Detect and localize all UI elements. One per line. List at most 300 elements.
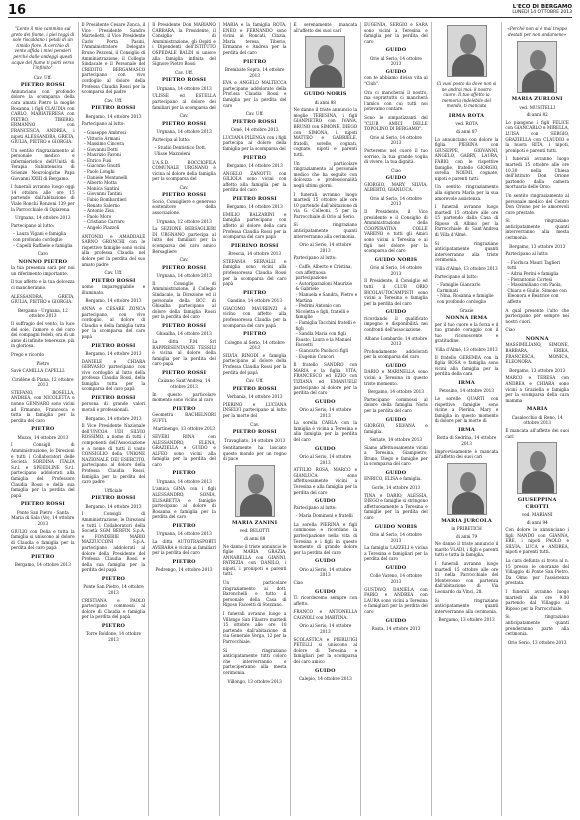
notice-line: Villongo, 13 ottobre 2013: [227, 678, 282, 684]
notice-line: Bergamo, 13 ottobre 2013: [509, 243, 566, 249]
notice-line: Urgnana, 14 ottobre 2013: [156, 85, 212, 91]
condolence-list: [296, 264, 358, 359]
notice-text: DANIELE e CHIARA GERVASIO partecipano con vivo cordoglio al lutto della professa Claudia Rossi, della famiglia tutta per la scomparsa del caro papà: [81, 358, 146, 392]
column-1: [8, 22, 78, 816]
notice-text: Ora ci mancherai il nostro, ma soprattutto ci mancherà l'amico con cui tutti noi potevamo contare.: [364, 89, 428, 112]
notice-text: ENRICO, ELISA e famiglia.: [364, 476, 422, 482]
notice-line: Orio al Serio, 14 ottobre 2013: [369, 55, 422, 67]
notice-text: Annunciano con profondo dolore la scomparsa della cara amata Pietro la moglie Rosanna, i figli CLAUDIA con CARLO, MARIATERESA con PIETRO, TIBERIO, ERMANNO con FRANCESCA, ANDREA, i nipoti ALESSANDRA, GRETA, GIULIA, PIETRO e GIORGIA.: [11, 88, 75, 145]
deceased-name: NONNA IRMA: [445, 315, 488, 322]
notice-text: ALESSANDRA, GRETA, GIULIA, PIETRO e GIORGIA.: [11, 293, 75, 305]
notice-line: Brembate Sopra, 14 ottobre 2013: [224, 66, 285, 78]
notice-text: CRISTIANA e PAOLO partecipano commossi al dolore di Claudia e famiglia per la perdita del papà: [81, 597, 146, 620]
notice-text: LUCIANA PILENGA con i figli partecipa al dolore della famiglia per la scomparsa del: [222, 134, 287, 151]
notice-line: Orio al Serio, 14 ottobre 2013: [369, 195, 422, 207]
list-item: – Caffè, Alberto e Cristina, con affettuosa partecipazione: [295, 264, 352, 281]
list-item: – Maurizio Faroni: [83, 152, 121, 158]
list-item: – Eugenio Concori: [295, 353, 335, 359]
notice-text: FRANCO e ANTONELLA CAGNOLI con MARTINA.: [293, 609, 358, 620]
notice-text: Improvvisamente è mancata all'affetto dei suoi cari: [434, 448, 499, 460]
notice-line: Orio Serio, 13 ottobre 2013: [507, 639, 567, 645]
notice-text: ricordando il qualificato impegno e disponibilità nei confronti dell'associazione.: [364, 315, 428, 332]
newspaper-name: L'ECO DI BERGAMO: [512, 4, 572, 10]
notice-text: Il fratello SANDRO con MARIA e la figlia VITA, FRANCESCO ed EZIO con TIZIANA ed EMANUELE partecipano al dolore per la perdita del caro: [293, 362, 358, 396]
deceased-name: PIETRO: [243, 58, 267, 65]
list-item: – Famiglia Tacchini fratelli e figli: [295, 319, 356, 331]
notice-text: STEFANIA SERVALLI e famiglia sono vicini alla professoressa Claudia Rossi per la scomparsa del caro papà: [222, 258, 287, 287]
notice-line: Verbania, 14 ottobre 2013: [226, 394, 283, 400]
notice-line: Bergamo, 14 ottobre 2013: [85, 503, 142, 509]
notice-text: MARIA e la famiglia ROTA, ENEO e FERNANDO sono vicini ai Roncati, Cinzia, Maria teresa, Tiberio, Ermanno e Andrea per la perdita del caro: [222, 22, 287, 55]
notice-line: Urgnana, 14 ottobre 2013: [156, 273, 212, 279]
list-item: – Enrico Fusi: [83, 157, 112, 163]
notice-text: persona di grande valori morali e professionali.: [81, 401, 146, 413]
list-item: – Capelli Raffaele e famiglia: [13, 242, 73, 248]
notice-text: Partecipano al lutto:: [11, 222, 55, 228]
notice-text: Il Consiglio di Amministrazione, il Collegio Sindacale, la Direzione ed il personale della BCC di Ghisalba partecipano al dolore della famiglia Rossi per la perdita del caro: [152, 280, 216, 320]
notice-text: Il tuo affetto e la tua dolcezza ci mancheranno.: [11, 279, 75, 290]
deceased-name: MARIA: [526, 406, 548, 413]
notice-text: Un sentito ringraziamento al personale medico e infermieristico dell'Unità di Terapia Subintensiva di Scienze Neurologiche Papa Giovanni XXIII di Bergamo.: [11, 147, 75, 181]
notice-text: GIULIO con Delia e tutta la famiglia si uniscono al dolore di Claudia e famiglia per la perdita del caro papà: [11, 528, 75, 551]
deceased-name: PIETRO ROSSI: [232, 429, 277, 436]
deceased-name: PIETRO ROSSI: [91, 495, 136, 502]
deceased-name: PIETRO ROSSI: [20, 501, 65, 508]
column-6: [360, 22, 431, 816]
column-5: [290, 22, 361, 816]
deceased-name: IRMA: [458, 379, 475, 386]
notice-line: di anni 88: [314, 99, 336, 105]
notice-text: Lo annunciano con dolore la figlia PIERINA con GIUSEPPE, GIOVANNI, ANGELO, GABRY, LAURA, FABIO, con le rispettive famiglie, fratello GIORGIO, sorella NOEMI, cognate, nipoti e parenti tutti.: [434, 136, 499, 181]
notice-text: ANTONIO e AMADDALE SARNO GRONCHI con le rispettive famiglie sono vicini alla professa Claudia nel dolore per la perdita del suo amato padre: [81, 233, 146, 267]
notice-text: GIORGIO, MARY, SILVIA, ALBERTO, GIANLUCA.: [364, 181, 428, 193]
notice-text: ULISSE ed ESTELLA partecipano al dolore dei familiari per la scomparsa del: [152, 93, 216, 110]
notice-text: L'amica GINA con i figli ALESSANDRO, SONIA, ELISABETTA e famiglie partecipano al dolore di Rosanna e famiglia per la perdita del caro: [152, 486, 216, 520]
list-item: – Monica Santini: [83, 185, 120, 191]
notice-line: Bergamo, 14 ottobre 2013: [226, 204, 283, 210]
notice-text: Partecipano commossi al dolore della famiglia Noris per la perdita del caro: [364, 396, 428, 413]
notice-line: Travagliato, 14 ottobre 2013: [224, 437, 286, 443]
notice-text: È serenamente mancata all'affetto dei suoi cari: [293, 22, 358, 33]
notice-line: Villa d'Almè, 13 ottobre 2013: [435, 346, 498, 352]
notice-line: in PRIBETICH: [451, 526, 482, 532]
deceased-name: NONNA: [525, 335, 549, 342]
condolence-list: [154, 145, 216, 156]
list-item: – Maria Dominoni e fratelli: [295, 513, 353, 519]
column-2: [78, 22, 149, 816]
deceased-name: PIETRO: [172, 470, 196, 477]
notice-text: Partecipano al lutto:: [505, 251, 549, 257]
deceased-name: GUIDO: [314, 667, 336, 674]
list-item: – Giancarlo Paolucci figli: [295, 347, 349, 353]
list-item: – Cristiano Carraro: [83, 219, 125, 225]
portrait-head: [460, 34, 476, 54]
list-item: – Fabio Bombardieri: [83, 197, 127, 203]
column-4: [219, 22, 290, 816]
portrait-bust: [310, 65, 342, 88]
condolence-list: [296, 513, 358, 519]
notice-text: I funerali avranno luogo martedì 15 ottobre alle ore 11 nella Parrocchiale del Monterosso con partenza dall'abitazione di Via Leonardo da Vinci, 28.: [434, 561, 499, 595]
notice-line: Bergamo, 14 ottobre 2013: [85, 350, 142, 356]
notice-text: La famiglia LAZZELI è vicina a Teresina e famigliari per la perdita del caro: [364, 545, 428, 562]
notice-text: Partecipano al lutto:: [81, 121, 125, 127]
notice-line: ved. BELOTTI: [239, 528, 270, 534]
deceased-name: GUIDO: [314, 445, 336, 452]
notice-text: Un sentito ringraziamento al personale medico del Centro Don Orione per le amorevoli cure prestate.: [505, 192, 569, 215]
list-item: – Giovanni Tantini: [83, 191, 122, 197]
notice-line: ved. MARIANI: [521, 511, 553, 517]
memorial-quote: Ci vuoi posto da dove non si ne andrai mai: il nostro cuore. Il tuo affetto la memoria indelebile del mondo, ti mancata: [436, 81, 497, 109]
notice-line: Gorle, 14 ottobre 2013: [371, 485, 421, 491]
notice-line: Ufficiale: [104, 487, 123, 493]
notice-line: Bergamo, 14 ottobre 2013: [85, 298, 142, 304]
list-item: – Laura Vigani e famiglia con profondo cordoglio: [13, 231, 67, 242]
notice-line: Grazie: [459, 307, 474, 313]
notice-line: Caro: [37, 251, 48, 257]
condolence-list: [507, 260, 569, 305]
notice-line: Orio al Serio, 14 ottobre 2013: [299, 454, 352, 465]
notice-line: Mozzo, 14 ottobre 2013: [17, 434, 69, 440]
deceased-name: PIETRO ROSSI: [161, 120, 207, 127]
notice-text: con te abbiamo diviso vita al "Club".: [364, 75, 428, 86]
notice-text: Il suffragio del vento, la luce del sole, l'amore e del coro dei compagni fedeli, ora di un anno di infinite tenerezze, più in gloriosa.: [11, 320, 75, 349]
deceased-name: PIETRO: [101, 622, 126, 629]
notice-text: GIORGIO, SILVANA e famiglia.: [364, 422, 428, 434]
notice-text: Ciao: [505, 327, 515, 333]
list-item: – Massimo Cincera: [83, 141, 124, 147]
notice-text: Un particolare ringraziamento al personale medico che ha seguito con dolcezza e professionalità negli ultimi giorni.: [293, 160, 358, 188]
notice-line: ved. ROTA: [455, 121, 478, 127]
notice-line: Cav.: [179, 184, 189, 190]
notice-line: Cenè, 14 ottobre 2013: [230, 127, 279, 133]
notice-line: Urgnana, 14 ottobre 2013: [15, 215, 71, 221]
notice-text: Sentitamente ha lasciato questo mondo per un regno di pace: [222, 445, 287, 462]
deceased-name: GIUSEPPINA CROTTI: [517, 497, 557, 510]
notice-line: Rosta, 14 ottobre 2013: [371, 625, 421, 631]
notice-text: Ciao: [293, 579, 304, 585]
notice-text: Il Presidente, il Consiglio ed tutti il CLUB ORIO BICOLAUTOCAMPISTI sono vicini a Teresina e famiglia per la perdita del caro: [364, 278, 428, 306]
notice-line: Cologno al Serio, 14 ottobre 2013: [224, 339, 285, 351]
list-item: – Vittorio Armani: [83, 135, 120, 141]
notice-line: Torre Boldone, 14 ottobre 2013: [85, 631, 141, 642]
deceased-name: GUIDO NORIS: [374, 523, 418, 530]
notice-text: I funerali avranno luogo martedì 15 ottobre alle ore 15 partendo dalla Casa di Riposo di Albino per la Parrocchiale di Sant'Andrea di Villa d'Almè.: [434, 204, 499, 238]
notice-text: I Consigli di Amministrazione, le Direzioni e tutti i Collaboratori della Società SGM BERFIN S.p.A. e FONDERIE MARIO MAZZUCCONI S.p.A. partecipano addolorati al dolore della Presidente del Professa Claudia Rossi e della sua famiglia per la perdita del papà: [81, 511, 146, 573]
notice-line: Bergamo, 13 ottobre 2013: [509, 367, 566, 373]
obituary-columns: [8, 22, 572, 816]
notice-line: Orio al Serio, 14 ottobre 2013: [299, 407, 352, 418]
deceased-name: GUIDO: [385, 68, 407, 75]
notice-line: di anni 79: [455, 533, 478, 539]
notice-line: Colle Vareno, 14 ottobre 2013: [369, 573, 422, 584]
notice-text: Si ringraziano anticipatamente quanti interverranno alla cerimonia.: [293, 222, 358, 239]
notice-line: Cav. Uff.: [33, 74, 52, 80]
notice-text: I funerali avranno luogo oggi 14 ottobre alle ore 15 partendo dall'abitazione di Viale Ronchi Ronzoni 139 per la Parrocchiale di Ogiarena.: [11, 184, 75, 212]
notice-text: Prego e ricordo: [11, 351, 45, 357]
notice-text: per il tuo cuore e la forza e il tuo grande coraggio con il tuo riconoscente e gratitudine.: [434, 321, 499, 344]
deceased-name: NONNO PIETRO: [18, 258, 68, 265]
notice-line: Urgnana, 14 ottobre 2013: [156, 531, 212, 537]
notice-line: Cav. Uff.: [245, 111, 264, 117]
notice-text: MASSIMILIANO, SIMONE, BARBARA, ERIKA, FRANCESCA, MONICA, ELEONORA.: [505, 342, 569, 365]
page-header: [8, 4, 572, 18]
notice-line: Caizano Sant'Andrea, 14 ottobre 2013: [157, 378, 211, 389]
notice-text: TINA e DARIO, ALESSIA, DIEGO e famiglie si stringono affettuosamente a Teresina e famiglie per la perdita del caro: [364, 492, 428, 521]
list-item: – Giovanni Dotti: [83, 146, 118, 152]
notice-text: ATTILIO ROSA, MARCO e GIANLUCA sono affettuosamente vicini a Teresina e alla famiglia per la perdita del caro: [293, 467, 358, 495]
notice-line: Ciao: [391, 167, 401, 173]
notice-line: di anni 87: [455, 128, 478, 134]
deceased-name: GUIDO: [385, 617, 407, 624]
notice-line: Bergamo, 14 ottobre 2013: [367, 389, 424, 395]
notice-line: Orio al Serio, 14 ottobre 2013: [299, 242, 352, 253]
memorial-quote: "Lento il mio cammino sul greto dei fiume, i piei toggi di sole riscaldano i petali di un timido fiore. A cerchio di vento affida i miei pensieri perché dalle ondeggi questi acque del fiume ti porti verso l'infinito": [11, 26, 75, 71]
notice-line: Botta di Sedrina, 14 ottobre 2013: [436, 435, 497, 446]
notice-text: Savè CAMILLA CAPELLI.: [11, 368, 66, 374]
list-item: – Manuela e Sandra, Pietro e Martina: [295, 292, 358, 303]
notice-line: Seriate, 14 ottobre 2013: [369, 437, 423, 443]
notice-text: Si ringraziano anticipatamente quanti interverranno alla cerimonia.: [434, 597, 499, 614]
issue-date: LUNEDÌ 14 OTTOBRE 2013: [512, 10, 572, 15]
deceased-name: GUIDO NORIS: [374, 256, 418, 263]
list-item: – Nina, Rosanna e famiglie con profondo cordoglio: [436, 293, 494, 304]
notice-line: Villa d'Almè, 13 ottobre 2013: [435, 266, 498, 272]
deceased-name: PIETRO ROSSI: [91, 342, 136, 349]
deceased-name: GUIDO: [385, 565, 407, 571]
notice-line: Bergamo, 13 ottobre 2013: [438, 617, 495, 623]
deceased-name: GUIDO: [385, 175, 407, 182]
notice-line: Ciridène di Piana, 12 ottobre 2013: [11, 376, 74, 388]
notice-text: La sorella CARLA con la famiglia è vicina a Teresina e alla famiglia per la perdita del caro: [293, 420, 358, 443]
notice-line: Orio al Serio, 14 ottobre 2013: [299, 566, 352, 578]
notice-line: Bergamo, 14 ottobre 2013: [226, 162, 283, 168]
notice-text: Il Vice Presidente Nazionale dell'UNCOA UDI SILVIO ROSSIMO, a nome di tutti i componenti dell'Associazione e a nome di tutti il vasto CONSIGLIO della UNIONE NAZIONALE DEI ESERCITO, partecipano al dolore della Professa Claudia Rossi, famiglia per la perdita del caro padre: [81, 423, 146, 485]
notice-line: Bergamo, 14 ottobre 2013: [85, 415, 142, 421]
deceased-name: GUIDO: [385, 362, 407, 369]
notice-text: EVA e ANGELO MALTECCA partecipano addolorate della Prof.ssa Claudia Rossi e famiglia per la perdita del caro: [222, 80, 287, 108]
deceased-name: IRMA ROTA: [448, 112, 485, 119]
deceased-name: PIETRO ROSSI: [91, 105, 136, 112]
notice-line: Bergamo, 14 ottobre 2013: [85, 113, 142, 119]
notice-line: Urgnana, 12 ottobre 2013: [156, 218, 212, 224]
notice-text: MARCO e TERESA con ANDREA e CHIARA sono vicini a Graziella e famiglia per la scomparsa della cara mamma: [505, 375, 569, 403]
deceased-name: GUIDO: [385, 47, 407, 54]
notice-text: GIACOMO MAURENZI è vicino con affetto alla professoressa Claudia per la scomparsa del caro papà: [222, 305, 287, 328]
notice-text: I Consigli di Amministrazione, le Direzioni e tutti i Collaboratori delle Società SORDINA ITALIA S.r.l. e SPEEDLINE S.r.l. partecipano addolorati alla famiglia del Professore Claudia Rossi e della sua famiglia per la perdita del papà: [11, 442, 75, 498]
deceased-name: PIETRO ROSSI: [161, 264, 207, 271]
notice-text: DARIO e MARINELLA sono vicini a Teresina in questo triste momento.: [364, 369, 428, 386]
notice-text: GUSTAVO, DANIELA con FABIO e ANDREA con LAURA sono vicini a Teresina e famigliari per la perdita del caro: [364, 586, 428, 614]
deceased-name: PIETRO: [172, 558, 196, 565]
portrait-photo: [447, 463, 487, 515]
notice-line: Cav. Uff.: [104, 270, 123, 276]
list-item: – Angelo Piazzoli: [83, 225, 120, 230]
notice-line: Ponte San Pietro, 14 ottobre 2013: [83, 584, 144, 595]
notice-text: Ti ricorderemo sempre con affetto.: [293, 594, 358, 606]
notice-text: Si ringraziano anticipatamente quanti prenderanno parte alla cerimonia.: [505, 614, 569, 637]
deceased-name: PIETRO ROSSI: [232, 118, 277, 125]
list-item: – Daniele Montanelli: [83, 174, 128, 180]
deceased-name: GUIDO: [314, 558, 336, 565]
deceased-name: GUIDO: [385, 470, 407, 477]
notice-text: Con dolore lo annunciano i figli NANDO con GIANNA, ERE, i nipoti PAOLO e SILVIA, LUCA e ANDREA, nipoti e parenti tutti.: [505, 527, 569, 555]
deceased-name: MARIA ZANINI: [232, 519, 278, 526]
notice-text: Geometra RACHELNORI SUFTI.: [152, 412, 216, 423]
deceased-name: PIETRO: [243, 289, 267, 296]
notice-line: Urgnana, 14 ottobre 2013: [156, 129, 212, 135]
notice-text: STEFANO, ROSELLA, ANDREA, con NICOLETTA e nonno GENNARO sono vicini ad Ermanno, Francesca e tutta la famiglia per la perdita del caro: [11, 389, 75, 423]
notice-line: Orio al Serio, 14 ottobre 2013: [369, 532, 422, 543]
notice-text: Partecipano al lutto:: [293, 255, 337, 261]
deceased-name: GUIDO: [314, 588, 336, 595]
memorial-quote: «Perché non si è mai troppo destati per non andarsene»: [507, 26, 567, 37]
page-number: 16: [8, 3, 27, 18]
notice-text: I funerali avranno luogo a Villongo San Filastro martedì 15 ottobre alle ore 10 partendo dall'abitazione di via Generale Verga, 12 per la Parrocchiale.: [222, 611, 287, 644]
notice-text: Lo piangono i figli FELICE con GIANCARLO e MIRELLA, LUISA con SERGIO, GRAZIELLA con CLAUDIO e la nuora RITA, i nipoti, pronipoti e parenti tutti.: [505, 119, 569, 153]
notice-line: Ponte San Pietro - Santa Maria di Sala (Ve), 14 ottobre 2013: [11, 509, 75, 526]
notice-text: Partecipano al lutto:: [293, 504, 337, 510]
deceased-name: PIETRO: [31, 553, 55, 560]
list-item: – Sandla Maria con figli Fausto, Laura e la Manuel Facoetti: [295, 331, 352, 348]
deceased-name: MARIA JURCOLA: [441, 517, 492, 524]
deceased-name: MARIA ZURLONI: [511, 96, 563, 103]
deceased-name: PIETRO ROSSI: [232, 195, 277, 202]
notice-text: Porteremo nel cuore il tuo sorriso, la tua grande voglia di vivere, la tua dignità.: [364, 147, 428, 165]
notice-text: La cara defunta si trova al n. 15 presso le onoranze del Villaggio di Ponte San Pietro. Da Olmo per l'assistenza prestata.: [505, 558, 569, 586]
condolence-list: [84, 130, 146, 231]
notice-text: Il fratello GEREMIA con la figlia ROSA e famiglia sono vicini alla famiglia per la perdita della cara: [434, 354, 499, 377]
notice-line: Martinengo, 13 ottobre 2013: [153, 426, 215, 432]
list-item: – Adria Perini e famiglia: [507, 271, 559, 277]
notice-text: I funerali avranno luogo martedì 15 ottobre alle ore 10 partendo dall'abitazione di via G. Colleoni, 5 per la Parrocchiale di Orio al Serio.: [293, 191, 358, 219]
notice-text: Socio, Consigliere e generoso sostenitore della associazione.: [152, 198, 216, 216]
notice-line: Pietro: [36, 360, 50, 366]
portrait-head: [530, 451, 546, 471]
notice-text: ANGELO ZANOTTI con GILIOLA sono vicini con affetto alla famiglia per la perdita del caro: [222, 170, 287, 193]
portrait-photo: [235, 465, 275, 517]
notice-text: I funerali avranno luogo martedì 15 ottobre alle ore 10.30 nella Chiesa dell'Istituto Don Orione partendo dalla camera mortuaria delle Orso.: [505, 156, 569, 190]
portrait-bust: [522, 70, 554, 93]
notice-text: Un particolare ringraziamento ai dott. Baronchelli e tutto il personale della Casa di Riposo Facoetti di Stezzano.: [222, 580, 287, 608]
portrait-bust: [240, 494, 272, 517]
notice-line: di anni 88: [244, 535, 266, 541]
notice-text: In questo particolare momento sono vicino al caro: [152, 391, 216, 403]
portrait-head: [530, 50, 546, 70]
notice-line: Cav.: [179, 257, 189, 263]
notice-line: Petosino, 14 ottobre 2013: [439, 388, 495, 394]
list-item: – Pedrini Antonio con Nicoletta e figli, fratelli e famiglie: [295, 303, 350, 320]
deceased-name: PIETRO: [243, 331, 267, 338]
notice-text: È mancata all'affetto dei suoi cari: [505, 427, 569, 439]
deceased-name: PIETRO: [172, 523, 196, 530]
notice-line: Cav.: [250, 421, 260, 427]
list-item: – Studio Dentistico Dott. Ulisse Mazzoleni: [154, 145, 207, 156]
deceased-name: PIETRO ROSSI: [161, 192, 207, 199]
notice-line: Bergamo - Urgnana, 12 ottobre 2013: [17, 307, 68, 319]
notice-text: Si ringraziano anticipatamente tutti coloro che interverranno e parteciperanno alla mesta cerimonia.: [222, 647, 287, 675]
list-item: – Giuseppe Ambrosi: [83, 129, 126, 135]
list-item: – Antonio Zisa: [83, 208, 114, 214]
notice-line: Orio al Serio, 14 ottobre 2013: [369, 265, 422, 276]
notice-line: Bergamo, 14 ottobre 2013: [14, 562, 71, 568]
notice-text: La ditta F.M. Srl RAPPRESENTANZE TESSILI è vicina al dolore della famiglia per la perdita del caro papà: [152, 338, 216, 367]
notice-text: Le sorelle QUARTI con rispettive famiglie sono vicine a Pierina, Mary e famiglia in questo momento di dolore per la morte di: [434, 395, 499, 424]
notice-text: EMILIO BALZARINI e famiglia partecipano con affetto al dolore della cara Professa Claudia Rossi per la scomparsa del caro papà: [222, 211, 287, 240]
notice-line: Cav.: [179, 113, 189, 119]
notice-text: SEVERI RINA con ALESSANDRO, ELENA, GRAZIELLA e GUIDO e ALFEO sono vicini alla famiglia per la perdita del caro: [152, 433, 216, 467]
deceased-name: PIETRO ROSSI: [232, 385, 277, 392]
deceased-name: PIETRO ROSSI: [161, 77, 207, 84]
deceased-name: PIETRO ROSSI: [91, 277, 136, 284]
notice-line: di anni 82: [526, 112, 548, 118]
notice-line: Ghisalba, 14 ottobre 2013: [156, 331, 212, 337]
notice-text: Sono le simpatizzanti del "CLUB AMICI DELLE TOPOLINO DI BERGAMO".: [364, 114, 428, 132]
portrait-head: [248, 474, 264, 494]
notice-text: La ditta AUTOTRASPORTI AVERARA è vicina ai familiari per la perdita del caro: [152, 539, 216, 556]
portrait-bust: [452, 492, 484, 515]
notice-line: Urgnana, 14 ottobre 2013: [156, 478, 212, 484]
notice-text: Si ringraziano anticipatamente quanti interverranno alla mesta cerimonia.: [505, 218, 569, 241]
notice-line: ved. MUSITELLI: [519, 104, 555, 110]
list-item: – Fiorluca Mauri Taglieri tutti: [507, 259, 561, 271]
notice-text: A qual presente l'alto che partecipano per sempre nei nostri cuori.: [505, 307, 569, 324]
deceased-name: IRMA: [458, 426, 475, 433]
notice-text: Profondamente addolorati per la scomparsa del caro: [364, 348, 428, 360]
notice-text: Il Presidente Cesare Zonca, il Vice Presidente Sandro Martelletti, il Vice Presidente Carlo Porta Pasini, l'Amministratore Delegato Bruno Pezzoni, il Consiglio di Amministrazione, il Collegio Sindacale e il Personale del CREDITO BERGAMASCO partecipano con vivo cordoglio al dolore della Professa Claudia Rossi per la scomparsa del padre: [81, 22, 146, 95]
column-3: [148, 22, 219, 816]
notice-line: Casalecchio di Reno, 14 ottobre 2013: [511, 414, 563, 426]
notice-text: Ne danno il triste annuncio il marito VLADI, i figli e parenti tutti e tutta la famiglia.: [434, 541, 499, 558]
portrait-photo: [305, 36, 345, 88]
notice-line: Brescia, 14 ottobre 2013: [228, 251, 282, 257]
notice-text: uomo impareggiabile e illuminato.: [81, 284, 146, 295]
deceased-name: PIERINO ROSSI: [230, 242, 279, 249]
notice-line: Pedrengo, 14 ottobre 2013: [155, 567, 213, 573]
deceased-name: GUIDO: [314, 398, 336, 405]
list-item: – Famiglie Giancarlo Carminati: [436, 282, 481, 293]
list-item: – Autoriparazioni Maurizio & Gabriele: [295, 280, 353, 292]
deceased-name: PIETRO ROSSI: [20, 82, 65, 89]
portrait-head: [318, 45, 334, 65]
notice-text: SILVIA RINODI e famiglia partecipano al dolore della Professa Claudia Rossi per la perdita del papà: [222, 352, 287, 375]
portrait-photo: [517, 41, 557, 93]
condolence-list: [437, 282, 499, 304]
notice-text: Siamo affettuosamente vicini a Teresina, Giampietro, Bruno, Diego e famiglie per la scomparsa del caro: [364, 444, 428, 467]
notice-text: Il Presidente Don MARIANO CARRARA, la Presidente, il Consiglio di Amministrazione, gli Ospiti e i Dipendenti dell'ISTITUTO OSPEDALE BALDI si unisce alla famiglia infinita del Signore Pietro Rossi: [152, 22, 216, 67]
masthead: [512, 4, 572, 16]
notice-line: Gandino, 14 ottobre 2013: [227, 298, 283, 304]
portrait-photo: [447, 25, 487, 77]
list-item: – Massimiliano con Paola, Chiara e Giulio, Simone con Eleonora e Beatrice con affetto: [507, 282, 567, 304]
portrait-head: [460, 472, 476, 492]
list-item: – Alberto Motta: [83, 180, 117, 186]
notice-line: Cav. Uff.: [245, 378, 264, 384]
deceased-name: GUIDO: [385, 416, 407, 423]
condolence-list: [13, 231, 75, 248]
notice-text: Ne danno il triste annuncio le figlie MARIA GRAZIA, ANNARELLA con GIANNI, PATRIZIA con DANILO, i nipoti, i pronipoti e parenti tutti.: [222, 543, 287, 577]
deceased-name: PIETRO: [172, 405, 196, 412]
notice-text: La SEZIONE BERSAGLIERI DI URGNANO partecipa al lutto dei familiari per la scomparsa del caro amico Bersagliere: [152, 226, 216, 254]
notice-text: I funerali avranno luogo martedì alle ore 9.00 partendo dal Villaggio al Riposo per la Parrocchiale.: [505, 589, 569, 611]
notice-line: Orio al Serio, 14 ottobre 2013: [369, 134, 422, 146]
notice-text: ANNA e CESARE ZONCA partecipano, con vivo cordoglio, al dolore di Claudia e della famiglia tutta per la scomparsa del caro papà: [81, 305, 146, 339]
portrait-photo: [517, 442, 557, 494]
notice-text: Partecipano al lutto:: [434, 273, 478, 279]
column-8: [501, 22, 572, 816]
deceased-name: GUIDO: [314, 498, 336, 505]
deceased-name: GUIDO NORIS: [303, 91, 347, 98]
notice-line: Cav. Uff.: [104, 97, 123, 103]
